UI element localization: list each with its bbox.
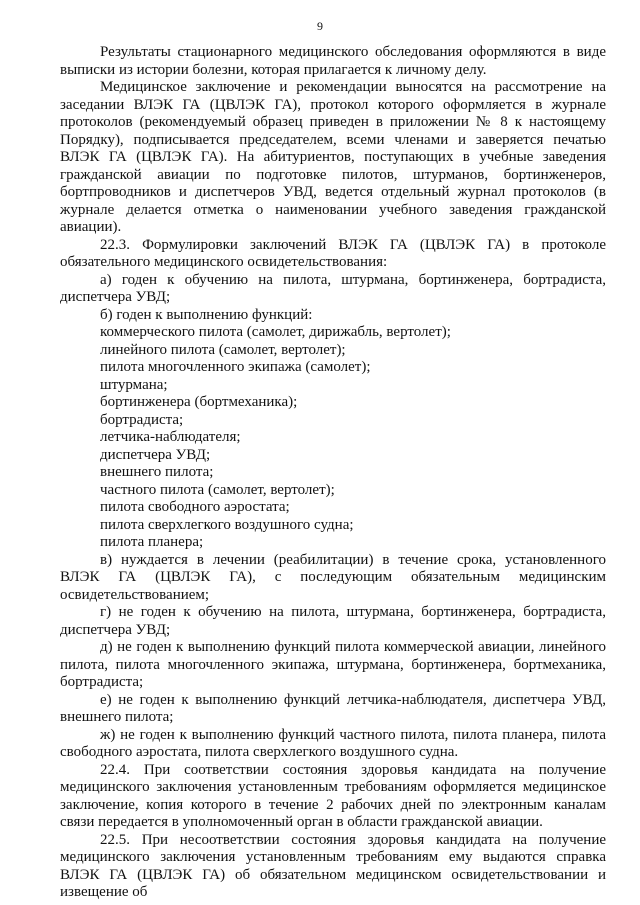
paragraph-22-3: 22.3. Формулировки заключений ВЛЭК ГА (ЦВЛЭК ГА) в протоколе обязательного медицинского освидетельствования:: [60, 236, 606, 270]
paragraph-22-5: 22.5. При несоответствии состояния здоровья кандидата на получение медицинского заключения установленным требованиям ему выдаются справка ВЛЭК ГА (ЦВЛЭК ГА) об обязательном медицинском освидетельствовании и извещение об: [60, 831, 606, 900]
paragraph-conclusion: Медицинское заключение и рекомендации выносятся на рассмотрение на заседании ВЛЭК ГА (ЦВЛЭК ГА), протокол которого оформляется в журнале протоколов (рекомендуемый образец приведен в приложении № 8 к настоящему Порядку), подписывается председателем, всеми членами и заверяется печатью ВЛЭК ГА (ЦВЛЭК ГА). На абитуриентов, поступающих в учебные заведения гражданской авиации по подготовке пилотов, штурманов, бортинженеров, бортпроводников и диспетчеров УВД, ведется отдельный журнал протоколов (в журнале делается отметка о наименовании учебного заведения гражданской авиации).: [60, 79, 606, 235]
function-item: пилота свободного аэростата;: [100, 499, 290, 515]
function-item: диспетчера УВД;: [100, 446, 211, 463]
function-item: пилота сверхлегкого воздушного судна;: [100, 516, 354, 533]
list-item-e: е) не годен к выполнению функций летчика-наблюдателя, диспетчера УВД, внешнего пилота;: [60, 691, 606, 725]
list-item-v: в) нуждается в лечении (реабилитации) в течение срока, установленного ВЛЭК ГА (ЦВЛЭК ГА), с последующим обязательным медицинским освидетельствованием;: [60, 551, 606, 603]
function-item: линейного пилота (самолет, вертолет);: [100, 341, 346, 358]
function-item: пилота многочленного экипажа (самолет);: [100, 359, 371, 375]
paragraph-results: Результаты стационарного медицинского обследования оформляются в виде выписки из истории болезни, которая прилагается к личному делу.: [60, 44, 606, 78]
function-item: бортинженера (бортмеханика);: [100, 394, 298, 410]
function-item: частного пилота (самолет, вертолет);: [100, 481, 335, 498]
function-item: бортрадиста;: [100, 411, 184, 428]
list-item-zh: ж) не годен к выполнению функций частного пилота, пилота планера, пилота свободного аэростата, пилота сверхлегкого воздушного судна.: [60, 726, 606, 760]
list-item-a: а) годен к обучению на пилота, штурмана, бортинженера, бортрадиста, диспетчера УВД;: [60, 271, 606, 305]
list-item-d: д) не годен к выполнению функций пилота коммерческой авиации, линейного пилота, пилота многочленного экипажа, штурмана, бортинженера, бортмеханика, бортрадиста;: [60, 639, 606, 690]
list-item-b: б) годен к выполнению функций:: [100, 306, 313, 323]
function-item: штурмана;: [100, 376, 168, 393]
document-body: [60, 44, 606, 902]
paragraph-22-4: 22.4. При соответствии состояния здоровья кандидата на получение медицинского заключения установленным требованиям оформляется медицинское заключение, копия которого в течение 2 рабочих дней по электронным каналам связи передается в уполномоченный орган в области гражданской авиации.: [60, 761, 606, 830]
function-item: внешнего пилота;: [100, 464, 214, 480]
list-item-g: г) не годен к обучению на пилота, штурмана, бортинженера, бортрадиста, диспетчера УВД;: [60, 604, 606, 638]
page-number: 9: [317, 19, 323, 33]
function-item: коммерческого пилота (самолет, дирижабль, вертолет);: [100, 324, 451, 340]
function-item: летчика-наблюдателя;: [100, 429, 241, 445]
function-item: пилота планера;: [100, 534, 204, 550]
